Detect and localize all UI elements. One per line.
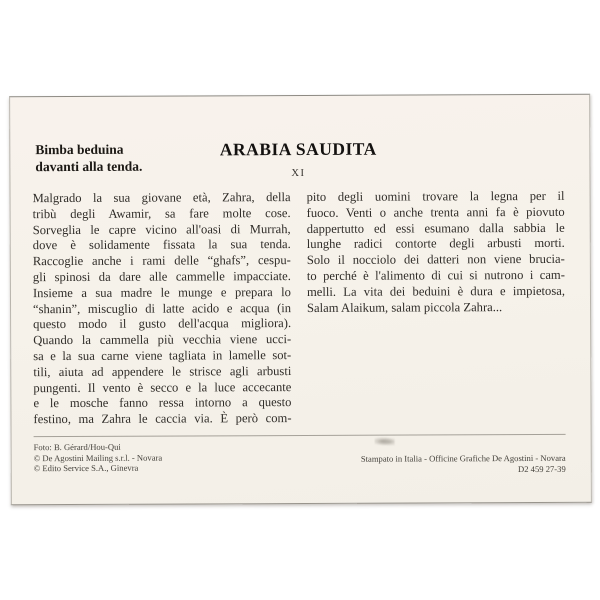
postcard-header: [32, 138, 564, 190]
postcard-title: ARABIA SAUDITA: [219, 138, 377, 160]
text-line: © Edito Service S.A., Ginevra: [33, 462, 139, 474]
series-number: XI: [291, 167, 306, 180]
printer-info: [361, 453, 566, 475]
text-line: fuoco. Venti o anche trenta anni fa è piovuto: [306, 204, 565, 220]
text-line: melli. La vita dei beduini è dura e impietosa,: [306, 283, 565, 299]
photo-caption-line-1: Bimba beduina: [35, 141, 124, 158]
text-line: Stampato in Italia - Officine Grafiche De Agostini - Novara: [360, 452, 566, 464]
text-line: Sorveglia le capre vicino all'oasi di Murrah,: [32, 221, 291, 237]
footer-divider: [34, 434, 566, 437]
text-line: Foto: B. Gérard/Hou-Qui: [33, 441, 121, 453]
text-line: sa e la sua carne viene tagliata in lamelle sot-: [33, 348, 292, 364]
text-line: Raccoglie anche i rami delle “ghafs”, cespu-: [32, 253, 291, 269]
text-line: dappertutto ed essi esumano dalla sabbia le: [306, 220, 565, 236]
photo-caption-line-2: davanti alla tenda.: [35, 158, 143, 174]
text-line: Solo il nocciolo dei datteri non viene brucia-: [306, 252, 565, 268]
text-line: Quando la cammella più vecchia viene ucci-: [33, 332, 292, 348]
text-line: to perché è l'alimento di cui si nutrono i cam-: [306, 267, 565, 283]
text-line: Insieme a sua madre le munge e prepara lo: [32, 284, 291, 300]
text-line: pungenti. Il vento è secco e la luce accecante: [33, 379, 292, 395]
text-line: questo modo il gusto dell'acqua migliora).: [33, 316, 292, 332]
text-line: e le mosche fanno ressa intorno a questo: [33, 395, 292, 411]
body-text: [33, 189, 566, 428]
text-line: “shanin”, miscuglio di latte acido e acqua (in: [33, 300, 292, 316]
text-line: © De Agostini Mailing s.r.l. - Novara: [33, 452, 163, 463]
text-line: lunghe radici contorte degli arbusti morti.: [306, 236, 565, 252]
photo-credits: [34, 442, 163, 477]
text-line: D2 459 27-39: [517, 463, 566, 474]
text-line: pito degli uomini trovare la legna per il: [306, 188, 565, 204]
text-line: festino, ma Zahra le caccia via. È però com-: [33, 411, 292, 427]
photo-caption: [35, 142, 142, 175]
text-line: tili, aiuta ad appendere le strisce agli arbusti: [33, 363, 292, 379]
print-smudge-artifact: [375, 437, 395, 446]
text-line: Salam Alaikum, salam piccola Zahra...: [307, 299, 503, 315]
left-column: [33, 190, 292, 428]
postcard-footer: [34, 440, 566, 477]
title-block: [220, 139, 377, 180]
text-line: gli spinosi da dare alle cammelle impacciate.: [32, 269, 291, 285]
right-column: [307, 189, 566, 427]
text-line: dove è solidamente fissata la sua tenda.: [32, 237, 291, 253]
text-line: tribù degli Awamir, sa fare molte cose.: [32, 205, 291, 221]
postcard-back: [9, 94, 592, 506]
text-line: Malgrado la sua giovane età, Zahra, della: [32, 190, 291, 206]
